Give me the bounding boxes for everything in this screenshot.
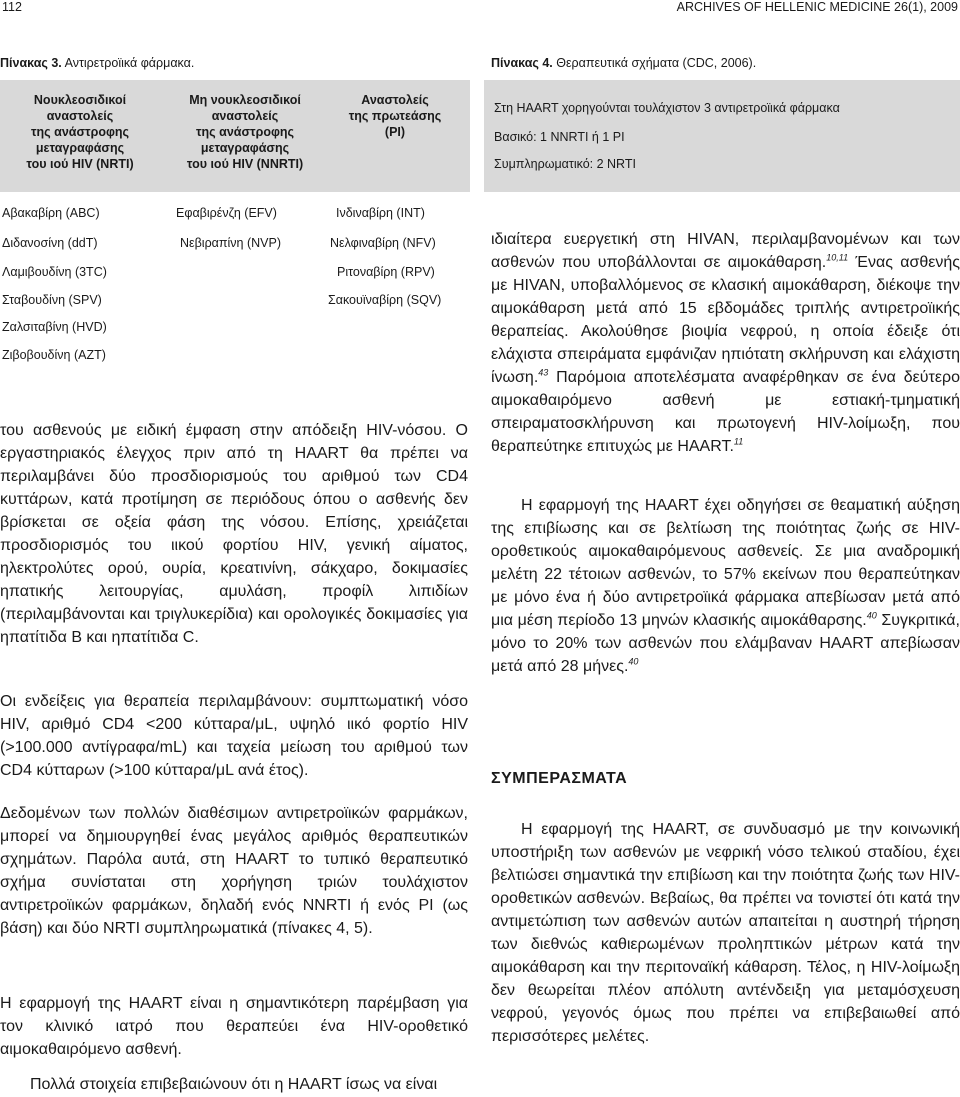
table-cell: Εφαβιρένζη (EFV) bbox=[176, 206, 277, 220]
table3-label: Πίνακας 3. bbox=[0, 56, 62, 70]
table-cell: Νεβιραπίνη (NVP) bbox=[180, 236, 282, 250]
table3-col-pi: Αναστολείς της πρωτεάσης (PI) bbox=[348, 93, 442, 139]
table-cell: Ζαλσιταβίνη (HVD) bbox=[2, 320, 107, 334]
reference-citation: 10,11 bbox=[826, 252, 849, 263]
right-paragraph-3: Η εφαρμογή της HAART, σε συνδυασμό με την κοινωνική υποστήριξη των ασθενών με νεφρική νόσο τελικού σταδίου, έχει βελτιώσει σημαντικά την επιβίωση και την ποιότητα ζωής των HIV-οροθετικών ασθενών. Βεβαίως, θα πρέπει να τονιστεί ότι κατά την αντιμετώπιση των ασθενών αυτών απαιτείται η αυστηρή τήρηση των διεθνώς καθιερωμένων προληπτικών μέτρων κατά την αιμοκάθαρση και την περιτοναϊκή κάθαρση. Τέλος, η HIV-λοίμωξη δεν θεωρείται πλέον απόλυτη αντένδειξη για μεταμόσχευση νεφρού, γεγονός όμως που πρέπει να επιβεβαιωθεί από περισσότερες μελέτες. bbox=[491, 821, 960, 1045]
table-cell: Σταβουδίνη (SPV) bbox=[2, 293, 102, 307]
section-heading: ΣΥΜΠΕΡΑΣΜΑΤΑ bbox=[491, 770, 628, 787]
page-header bbox=[0, 0, 960, 18]
reference-citation: 40 bbox=[866, 610, 877, 621]
table4-label: Πίνακας 4. bbox=[491, 56, 553, 70]
table4-line: Συμπληρωματικό: 2 NRTI bbox=[494, 157, 636, 171]
table-cell: Νελφιναβίρη (NFV) bbox=[330, 236, 436, 250]
page-number: 112 bbox=[2, 0, 22, 14]
text-run: Ένας ασθενής με HIVAN, υποβαλλόμενος σε κλασική αιμοκάθαρση, διέκοψε την αιμοκάθαρση μετά από 15 εβδομάδες τριπλής αντιρετροϊικής θεραπείας. Ακολούθησε βιοψία νεφρού, η οποία έδειξε ότι ελάχιστα σπειράματα εμφάνιζαν ηπιότατη σκλήρυνση και ελάχιστη ίνωση. bbox=[491, 254, 960, 386]
journal-title: ARCHIVES OF HELLENIC MEDICINE 26(1), 2009 bbox=[676, 0, 958, 14]
table4-caption bbox=[491, 56, 756, 70]
table-cell: Διδανοσίνη (ddT) bbox=[2, 236, 98, 250]
text-run: ιδιαίτερα ευεργετική στη HIVAN, περιλαμβανομένων και των ασθενών που υποβάλλονται σε αιμοκάθαρση. bbox=[491, 231, 960, 271]
table-cell: Ζιβοβουδίνη (AZT) bbox=[2, 348, 106, 362]
right-paragraph-2 bbox=[491, 494, 960, 678]
right-paragraph-1 bbox=[491, 228, 960, 458]
table-cell: Ριτοναβίρη (RPV) bbox=[337, 265, 435, 279]
text-run: Συγκριτικά, μόνο το 20% των ασθενών που ελάμβαναν HAART απεβίωσαν μετά από 28 μήνες. bbox=[491, 612, 960, 675]
left-paragraph-5: Πολλά στοιχεία επιβεβαιώνουν ότι η HAART ίσως να είναι bbox=[30, 1076, 438, 1093]
table4-title: Θεραπευτικά σχήματα (CDC, 2006). bbox=[556, 56, 757, 70]
table-cell: Αβακαβίρη (ABC) bbox=[2, 206, 100, 220]
table3-caption bbox=[0, 56, 194, 70]
table3-title: Αντιρετροϊικά φάρμακα. bbox=[64, 56, 195, 70]
reference-citation: 43 bbox=[538, 367, 549, 378]
table3-col-nrti: Νουκλεοσιδικοί αναστολείς της ανάστροφης μεταγραφάσης του ιού HIV (NRTI) bbox=[26, 93, 134, 171]
table-cell: Ινδιναβίρη (INT) bbox=[336, 206, 425, 220]
reference-citation: 11 bbox=[733, 436, 744, 447]
left-paragraph-2: Οι ενδείξεις για θεραπεία περιλαμβάνουν: συμπτωματική νόσο HIV, αριθμό CD4 <200 κύτταρα/μL, υψηλό ιικό φορτίο HIV (>100.000 αντίγραφα/mL) και ταχεία μείωση του αριθμού των CD4 κύτταρων (>100 κύτταρα/μL ανά έτος). bbox=[0, 693, 468, 779]
table-cell: Λαμιβουδίνη (3TC) bbox=[2, 265, 107, 279]
table4-line: Βασικό: 1 NNRTI ή 1 PI bbox=[494, 130, 625, 144]
left-paragraph-3: Δεδομένων των πολλών διαθέσιμων αντιρετροϊικών φαρμάκων, μπορεί να δημιουργηθεί ένας μεγάλος αριθμός θεραπευτικών σχημάτων. Παρόλα αυτά, στη HAART το τυπικό θεραπευτικό σχήμα συνίσταται στη χορήγηση τριών τουλάχιστον αντιρετροϊικών φαρμάκων, δηλαδή ενός NNRTI ή ενός PI (ως βάση) και δύο NRTI συμπληρωματικά (πίνακες 4, 5). bbox=[0, 805, 468, 937]
table-cell: Σακουϊναβίρη (SQV) bbox=[328, 293, 442, 307]
table4-line: Στη HAART χορηγούνται τουλάχιστον 3 αντιρετροϊικά φάρμακα bbox=[494, 101, 840, 115]
text-run: Παρόμοια αποτελέσματα αναφέρθηκαν σε ένα δεύτερο αιμοκαθαιρόμενο ασθενή με εστιακή-τμηματική σπειραματοσκλήρυνση και πρωτογενή HIV-λοίμωξη, που θεραπεύτηκε επιτυχώς με HAART. bbox=[491, 369, 960, 455]
left-paragraph-1: του ασθενούς με ειδική έμφαση στην απόδειξη HIV-νόσου. Ο εργαστηριακός έλεγχος πριν από τη HAART θα πρέπει να περιλαμβάνει δύο προσδιορισμούς του αριθμού των CD4 κυττάρων, κατά προτίμηση σε περιόδους όπου ο ασθενής δεν βρίσκεται σε οξεία φάση της νόσου. Επίσης, χρειάζεται προσδιορισμός του ιικού φορτίου HIV, γενική αίματος, ηλεκτρολύτες ορού, ουρία, κρεατινίνη, σάκχαρο, δοκιμασίες ηπατικής λειτουργίας, αμυλάση, προφίλ λιπιδίων (περιλαμβάνονται και τριγλυκερίδια) και ορολογικές δοκιμασίες για ηπατίτιδα B και ηπατίτιδα C. bbox=[0, 422, 468, 646]
table3-col-nnrti: Μη νουκλεοσιδικοί αναστολείς της ανάστροφης μεταγραφάσης του ιού HIV (NNRTI) bbox=[186, 93, 304, 171]
text-run: Η εφαρμογή της HAART έχει οδηγήσει σε θεαματική αύξηση της επιβίωσης και σε βελτίωση της ποιότητας ζωής σε HIV-οροθετικούς αιμοκαθαιρόμενους ασθενείς. Σε μια αναδρομική μελέτη 22 τέτοιων ασθενών, το 57% εκείνων που θεραπεύτηκαν με μόνο ένα ή δύο αντιρετροϊικά φάρμακα απεβίωσαν μετά από μια μέση περίοδο 13 μηνών κλασικής αιμοκάθαρσης. bbox=[491, 497, 960, 629]
left-paragraph-4: Η εφαρμογή της HAART είναι η σημαντικότερη παρέμβαση για τον κλινικό ιατρό που θεραπεύει ένα HIV-οροθετικό αιμοκαθαιρόμενο ασθενή. bbox=[0, 995, 468, 1058]
reference-citation: 40 bbox=[628, 656, 639, 667]
